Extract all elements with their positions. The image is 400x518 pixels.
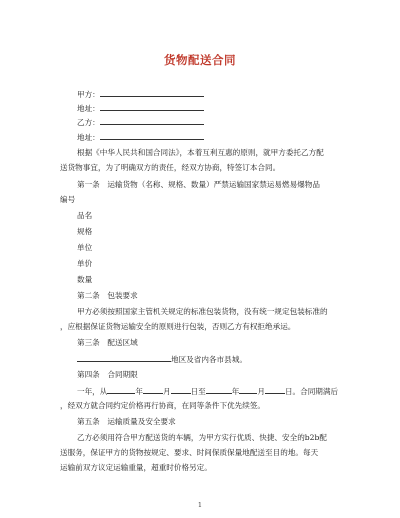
start-month-blank: [143, 386, 163, 394]
article-2-line-1: 甲方必须按照国家主管机关规定的标准包装货物，没有统一规定包装标准的: [77, 307, 328, 316]
end-month-blank: [239, 386, 257, 394]
article-4-text-2: 年: [135, 387, 143, 396]
item-quantity: 数量: [77, 275, 93, 284]
item-name: 品名: [77, 211, 93, 220]
article-4-title: 第四条 合同期限: [77, 370, 138, 379]
intro-line-2: 送货物事宜，为了明确双方的责任，经双方协商，特签订本合同。: [60, 163, 281, 172]
article-4-text-7: 日。合同期满后: [284, 387, 339, 396]
article-3-line-1: [77, 354, 247, 365]
party-b-address-blank: [100, 132, 204, 140]
article-5-line-2: 送服务，保证甲方的货物按规定、要求、时间保质保量地配送至目的地。每天: [60, 448, 319, 457]
article-3-suffix: 地区及省内各市县城。: [171, 355, 247, 364]
article-3-area-blank: [77, 354, 171, 362]
party-b-address-label: 地址：: [77, 133, 100, 142]
start-year-blank: [107, 386, 135, 394]
article-4-text-4: 日至: [190, 387, 206, 396]
party-a-address-line: [77, 103, 204, 114]
end-year-blank: [206, 386, 232, 394]
start-day-blank: [171, 386, 191, 394]
article-5-line-1: 乙方必须用符合甲方配送货的车辆，为甲方实行优质、快捷、安全的b2b配: [77, 433, 327, 442]
article-4-line-2: ，经双方就合同约定价格再行协商，在同等条件下优先续签。: [60, 401, 266, 410]
article-2-line-2: ，应根据保证货物运输安全的原则进行包装，否则乙方有权拒绝承运。: [60, 322, 296, 331]
article-1-line-1: 第一条 运输货物（名称、规格、数量）严禁运输国家禁运易燃易爆物品: [77, 180, 320, 189]
article-4-text-5: 年: [231, 387, 240, 396]
document-title: 货物配送合同: [164, 53, 236, 67]
party-b-blank: [100, 117, 204, 125]
article-2-title: 第二条 包装要求: [77, 291, 138, 300]
page-number: 1: [197, 501, 203, 509]
article-5-line-3: 运输前双方议定运输重量，超重时价格另定。: [60, 463, 212, 472]
end-day-blank: [265, 386, 285, 394]
article-4-text-3: 月: [162, 387, 171, 396]
intro-line-1: 根据《中华人民共和国合同法》，本着互利互惠的原则，就甲方委托乙方配: [77, 148, 324, 157]
article-5-title: 第五条 运输质量及安全要求: [77, 417, 176, 426]
party-a-line: [77, 89, 204, 100]
party-b-label: 乙方：: [77, 118, 100, 127]
article-4-text-1: 一年，从: [77, 387, 108, 396]
article-4-text-6: 月: [257, 387, 265, 396]
party-a-label: 甲方：: [77, 90, 100, 99]
party-a-address-blank: [100, 103, 204, 111]
item-price: 单价: [77, 259, 93, 268]
party-a-blank: [100, 89, 204, 97]
article-3-title: 第三条 配送区域: [77, 338, 138, 347]
article-1-line-2: 编号: [60, 195, 76, 204]
party-b-address-line: [77, 132, 204, 143]
article-4-line-1: [77, 386, 338, 397]
party-b-line: [77, 117, 204, 128]
item-unit: 单位: [77, 243, 93, 252]
party-a-address-label: 地址：: [77, 104, 100, 113]
item-spec: 规格: [77, 227, 93, 236]
